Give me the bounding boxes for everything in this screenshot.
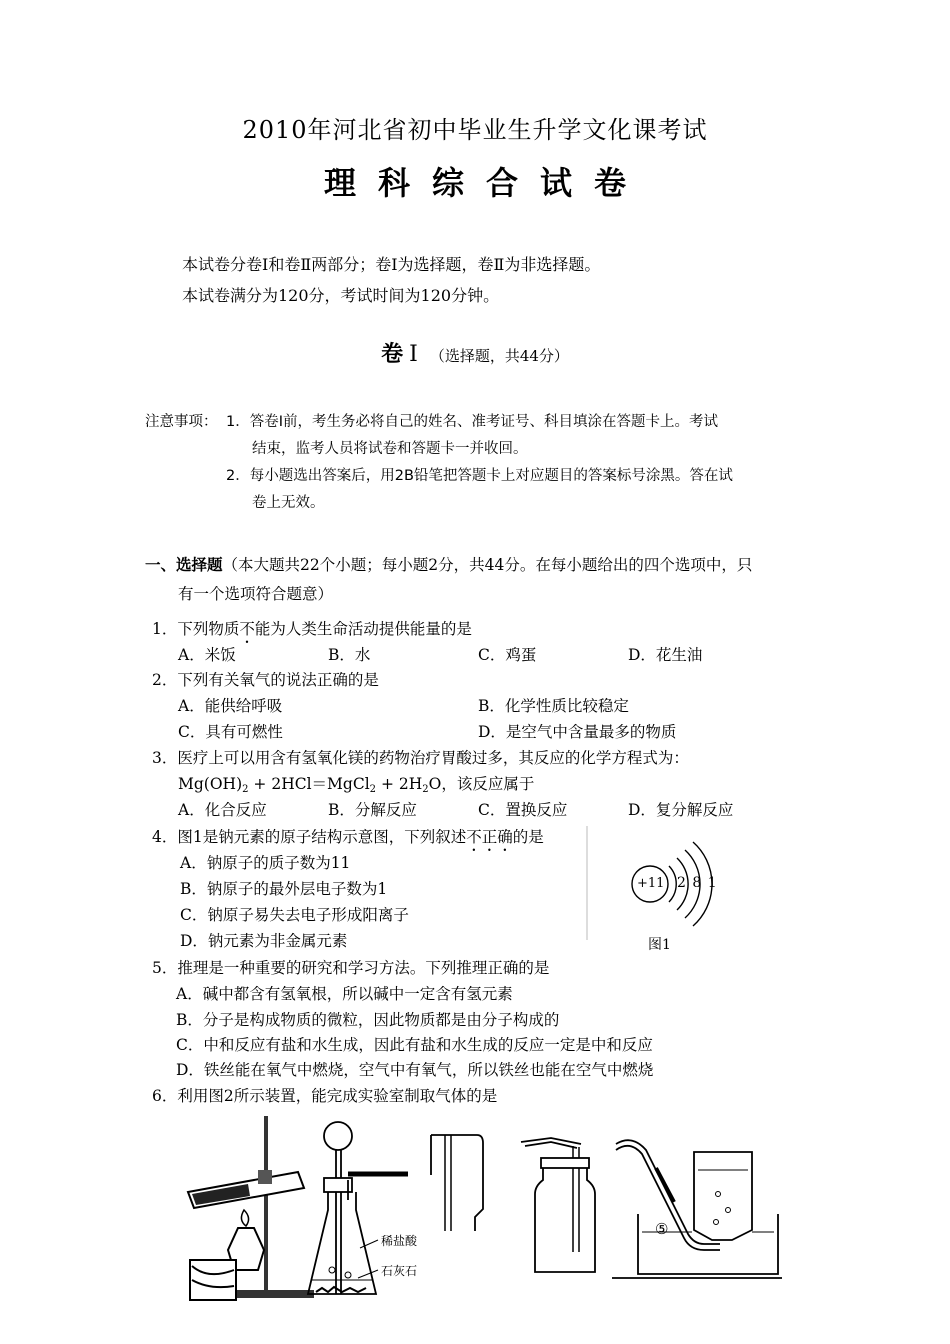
q2-option-a: A．能供给呼吸: [178, 697, 283, 715]
water-trough-diagram: [612, 1130, 787, 1280]
atom-nucleus-label: +11: [637, 876, 665, 891]
q1-option-b: B．水: [328, 646, 371, 664]
q3-eq-sub1: 2: [242, 784, 249, 795]
q5-option-c: C．中和反应有盐和水生成，因此有盐和水生成的反应一定是中和反应: [176, 1036, 653, 1054]
q1-option-a: A．米饭: [178, 646, 236, 664]
volume-note: （选择题，共44分）: [429, 347, 569, 365]
q3-option-a: A．化合反应: [178, 801, 267, 819]
q4-option-b: B．钠原子的最外层电子数为1: [180, 880, 388, 898]
label-dilute-hcl: 稀盐酸: [381, 1234, 418, 1248]
q1-stem-post: 能为人类生命活动提供能量的是: [254, 620, 472, 638]
q2-option-c: C．具有可燃性: [178, 723, 283, 741]
q1-option-c: C．鸡蛋: [478, 646, 537, 664]
q4-option-d: D．钠元素为非金属元素: [180, 932, 348, 950]
paper-title: 理科综合试卷: [323, 164, 648, 202]
q4-stem-emph: 不正确: [466, 828, 513, 846]
exam-title: 2010年河北省初中毕业生升学文化课考试: [242, 116, 708, 144]
q3-eq-sub2: 2: [369, 784, 377, 795]
q3-eq-part3: + 2H: [376, 775, 423, 793]
q3-eq-part1: Mg(OH): [178, 775, 243, 793]
q4-option-c: C．钠原子易失去电子形成阳离子: [180, 906, 409, 924]
q2-option-d: D．是空气中含量最多的物质: [478, 723, 677, 741]
q5-option-a: A．碱中都含有氢氧根，所以碱中一定含有氢元素: [176, 985, 513, 1003]
q1-option-d: D．花生油: [628, 646, 703, 664]
q2-option-b: B．化学性质比较稳定: [478, 697, 629, 715]
gas-bottle-diagram: [515, 1130, 605, 1280]
section-label: 一、选择题: [145, 556, 223, 574]
q1-stem-pre: 1．下列物质: [152, 620, 240, 638]
q4-stem-pre: 4．图1是钠元素的原子结构示意图，下列叙述: [152, 828, 467, 846]
q3-option-d: D．复分解反应: [628, 801, 734, 819]
label-limestone: 石灰石: [381, 1264, 418, 1278]
intro-line-1: 本试卷分卷Ⅰ和卷Ⅱ两部分；卷Ⅰ为选择题，卷Ⅱ为非选择题。: [182, 255, 601, 274]
q5-option-d: D．铁丝能在氧气中燃烧，空气中有氧气，所以铁丝也能在空气中燃烧: [176, 1061, 654, 1079]
volume-label: 卷: [381, 341, 404, 367]
q3-eq-part2: + 2HCl＝MgCl: [248, 775, 370, 793]
q5-stem: 5．推理是一种重要的研究和学习方法。下列推理正确的是: [152, 959, 550, 977]
inverted-jar-diagram: [425, 1125, 495, 1235]
q3-option-b: B．分解反应: [328, 801, 417, 819]
notice-item-2a: 2．每小题选出答案后，用2B铅笔把答题卡上对应题目的答案标号涂黑。答在试: [226, 468, 733, 484]
q4-option-a: A．钠原子的质子数为11: [180, 854, 351, 872]
atom-shell-electrons: 2 8 1: [677, 875, 718, 891]
q3-eq-sub3: 2: [422, 784, 429, 795]
heating-apparatus-diagram: [178, 1110, 318, 1305]
volume-roman: Ⅰ: [409, 342, 418, 367]
notice-label: 注意事项：: [145, 414, 218, 430]
figure-1-caption: 图1: [648, 937, 671, 953]
q6-stem: 6．利用图2所示装置，能完成实验室制取气体的是: [152, 1087, 498, 1105]
apparatus-5-marker: ⑤: [655, 1220, 669, 1238]
q2-stem: 2．下列有关氧气的说法正确的是: [152, 671, 379, 689]
volume-heading: [0, 337, 950, 368]
notice-item-1b: 结束，监考人员将试卷和答题卡一并收回。: [252, 441, 528, 457]
intro-line-2: 本试卷满分为120分，考试时间为120分钟。: [182, 286, 500, 305]
q3-eq-part4: O，该反应属于: [428, 775, 535, 793]
section-desc-a: （本大题共22个小题；每小题2分，共44分。在每小题给出的四个选项中，只: [222, 556, 753, 574]
notice-item-2b: 卷上无效。: [252, 495, 325, 511]
section-desc-b: 有一个选项符合题意）: [178, 585, 334, 603]
notice-item-1a: 1．答卷Ⅰ前，考生务必将自己的姓名、准考证号、科目填涂在答题卡上。考试: [226, 414, 718, 430]
q3-option-c: C．置换反应: [478, 801, 568, 819]
q1-stem-emph: 不: [239, 620, 255, 638]
section-heading: [145, 553, 752, 575]
q3-equation: [178, 772, 534, 795]
q3-stem: 3．医疗上可以用含有氢氧化镁的药物治疗胃酸过多，其反应的化学方程式为：: [152, 749, 689, 767]
q4-stem-post: 的是: [512, 828, 544, 846]
flask-apparatus-diagram: [300, 1110, 440, 1305]
q5-option-b: B．分子是构成物质的微粒，因此物质都是由分子构成的: [176, 1011, 560, 1029]
